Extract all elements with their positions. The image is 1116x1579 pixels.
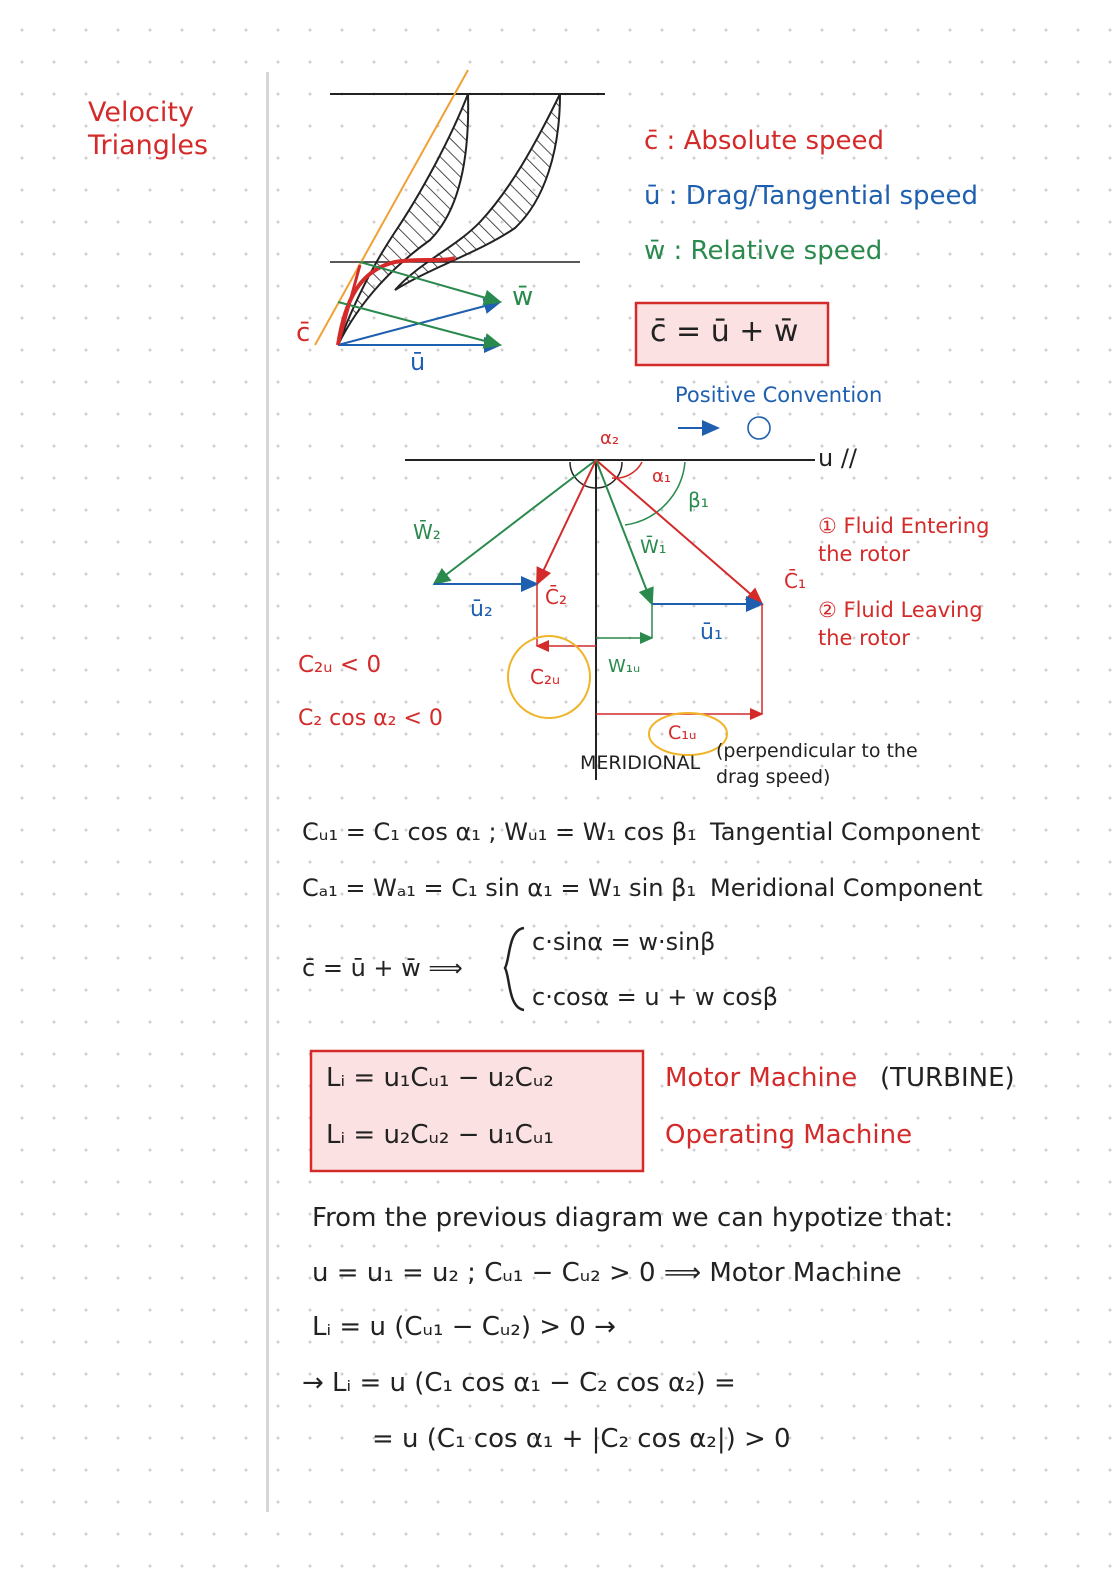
beta1-label: β₁ [688,488,709,512]
meridional-equation: Cₐ₁ = Wₐ₁ = C₁ sin α₁ = W₁ sin β₁ [302,874,697,902]
vector-equation: c̄ = ū + w̄ ⟹ [302,954,463,982]
system-line-1: c·sinα = w·sinβ [532,928,716,956]
velocity-diagram [405,460,815,780]
derivation-line-1: u = u₁ = u₂ ; Cᵤ₁ − Cᵤ₂ > 0 ⟹ Motor Machine [312,1258,902,1288]
blade-label-w: w̄ [512,282,534,312]
tangential-label: Tangential Component [710,818,981,846]
alpha1-label: α₁ [652,466,672,487]
turbine-note: (TURBINE) [880,1063,1015,1093]
meridional-component-label: Meridional Component [710,874,983,902]
w2-label: W̄₂ [413,520,441,544]
meridional-label: MERIDIONAL [580,752,701,774]
blade-label-c: c̄ [296,318,311,348]
motor-work-equation: Lᵢ = u₁Cᵤ₁ − u₂Cᵤ₂ [326,1063,554,1093]
motor-machine-label: Motor Machine [665,1063,858,1093]
system-line-2: c·cosα = u + w cosβ [532,983,778,1011]
case-1-label: ① Fluid Entering the rotor [818,514,990,566]
c1u-label: C₁ᵤ [668,722,697,744]
positive-convention-label: Positive Convention [675,383,883,407]
w1u-label: W₁ᵤ [608,656,641,677]
meridional-note: (perpendicular to the drag speed) [716,740,918,788]
derivation-intro: From the previous diagram we can hypotize that: [312,1203,954,1233]
tangential-equation: Cᵤ₁ = C₁ cos α₁ ; Wᵤ₁ = W₁ cos β₁ [302,818,697,846]
u1-label: ū₁ [700,620,723,645]
blade-label-u: ū [410,348,426,376]
derivation-line-3: → Lᵢ = u (C₁ cos α₁ − C₂ cos α₂) = [302,1368,736,1398]
c2u-label: C₂ᵤ [530,665,561,689]
plus-circle [748,417,770,439]
w1-vector [596,460,652,604]
main-equation: c̄ = ū + w̄ [650,314,799,349]
u-axis-label: u // [818,444,858,472]
c2-vector [537,460,596,584]
operating-work-equation: Lᵢ = u₂Cᵤ₂ − u₁Cᵤ₁ [326,1120,554,1150]
legend-absolute-speed: c̄ : Absolute speed [644,126,885,156]
derivation-line-2: Lᵢ = u (Cᵤ₁ − Cᵤ₂) > 0 → [312,1312,616,1342]
legend-relative-speed: w̄ : Relative speed [644,236,883,266]
w2-vector [434,460,596,584]
case-2-label: ② Fluid Leaving the rotor [818,598,983,650]
condition-c2u: C₂ᵤ < 0 [298,652,382,678]
system-brace [505,928,524,1010]
blade-drawing [315,70,605,345]
c1-label: C̄₁ [784,569,806,593]
legend-drag-speed: ū : Drag/Tangential speed [644,181,979,211]
w1-label: W̄₁ [640,536,667,558]
alpha1-arc [612,462,642,478]
condition-c2cos: C₂ cos α₂ < 0 [298,706,443,731]
u2-label: ū₂ [470,597,493,622]
alpha2-label: α₂ [600,428,620,449]
derivation-line-4: = u (C₁ cos α₁ + |C₂ cos α₂|) > 0 [372,1424,791,1454]
operating-machine-label: Operating Machine [665,1120,913,1150]
page-title: Velocity Triangles [88,97,209,161]
c1-vector [596,460,762,604]
c2-label: C̄₂ [545,585,567,609]
